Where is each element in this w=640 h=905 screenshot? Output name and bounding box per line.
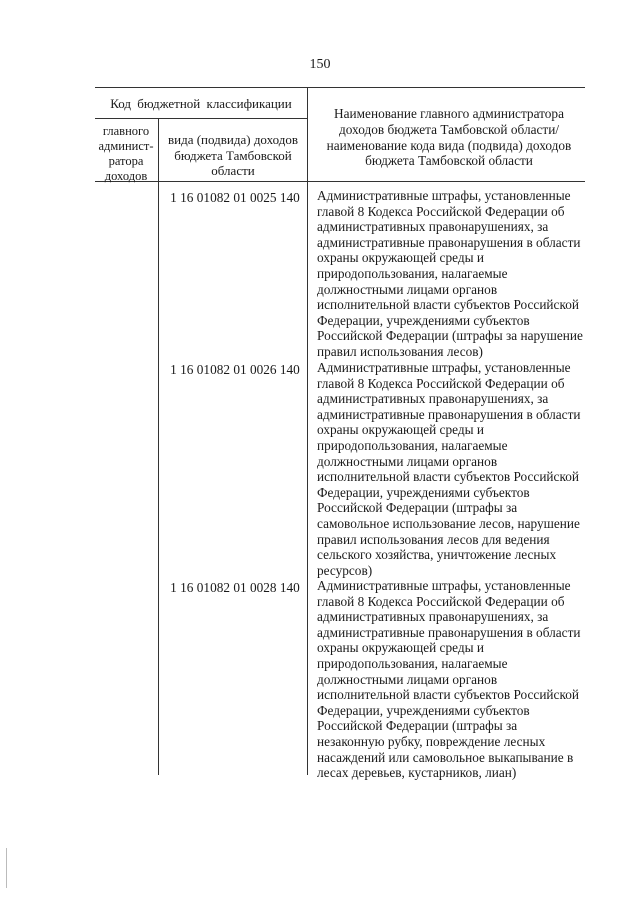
table-row-1-code: 1 16 01082 01 0025 140	[170, 190, 300, 205]
table-row-3-description: Административные штрафы, установленные главой 8 Кодекса Российской Федерации об административных правонарушениях, за административные правонарушения в области охраны окружающей среды и природопользования, налагаемые должностными лицами органов исполнительной власти субъектов Российской Федерации, учреждениями субъектов Российской Федерации (штрафы за незаконную рубку, повреждение лесных насаждений или самовольное выкапывание в лесах деревьев, кустарников, лиан)	[317, 578, 581, 781]
header-name-column: Наименование главного администратора доходов бюджета Тамбовской области/наименование кода вида (подвида) доходов бюджета Тамбовской области	[326, 106, 572, 169]
table-row-2-code: 1 16 01082 01 0026 140	[170, 362, 300, 377]
table-row-2-description: Административные штрафы, установленные главой 8 Кодекса Российской Федерации об административных правонарушениях, за административные правонарушения в области охраны окружающей среды и природопользования, налагаемые должностными лицами органов исполнительной власти субъектов Российской Федерации, учреждениями субъектов Российской Федерации (штрафы за самовольное использование лесов, нарушение правил использования лесов для ведения сельского хозяйства, уничтожение лесных ресурсов)	[317, 360, 581, 578]
table-top-border	[95, 87, 585, 88]
table-row-1-description: Административные штрафы, установленные главой 8 Кодекса Российской Федерации об административных правонарушениях, за административные правонарушения в области охраны окружающей среды и природопользования, налагаемые должностными лицами органов исполнительной власти субъектов Российской Федерации, учреждениями субъектов Российской Федерации (штрафы за нарушение правил использования лесов)	[317, 188, 583, 359]
header-group-divider	[95, 118, 307, 119]
page-number: 150	[309, 57, 331, 72]
header-bottom-border	[95, 181, 585, 182]
table-row-3-code: 1 16 01082 01 0028 140	[170, 580, 300, 595]
header-code-column: вида (подвида) доходов бюджета Тамбовской области	[168, 132, 298, 178]
header-admin-column: главного админист-ратора доходов	[98, 124, 154, 183]
header-group-label: Код бюджетной классификации	[110, 96, 292, 111]
column-divider-1	[158, 118, 159, 775]
scan-edge-mark	[6, 848, 7, 888]
